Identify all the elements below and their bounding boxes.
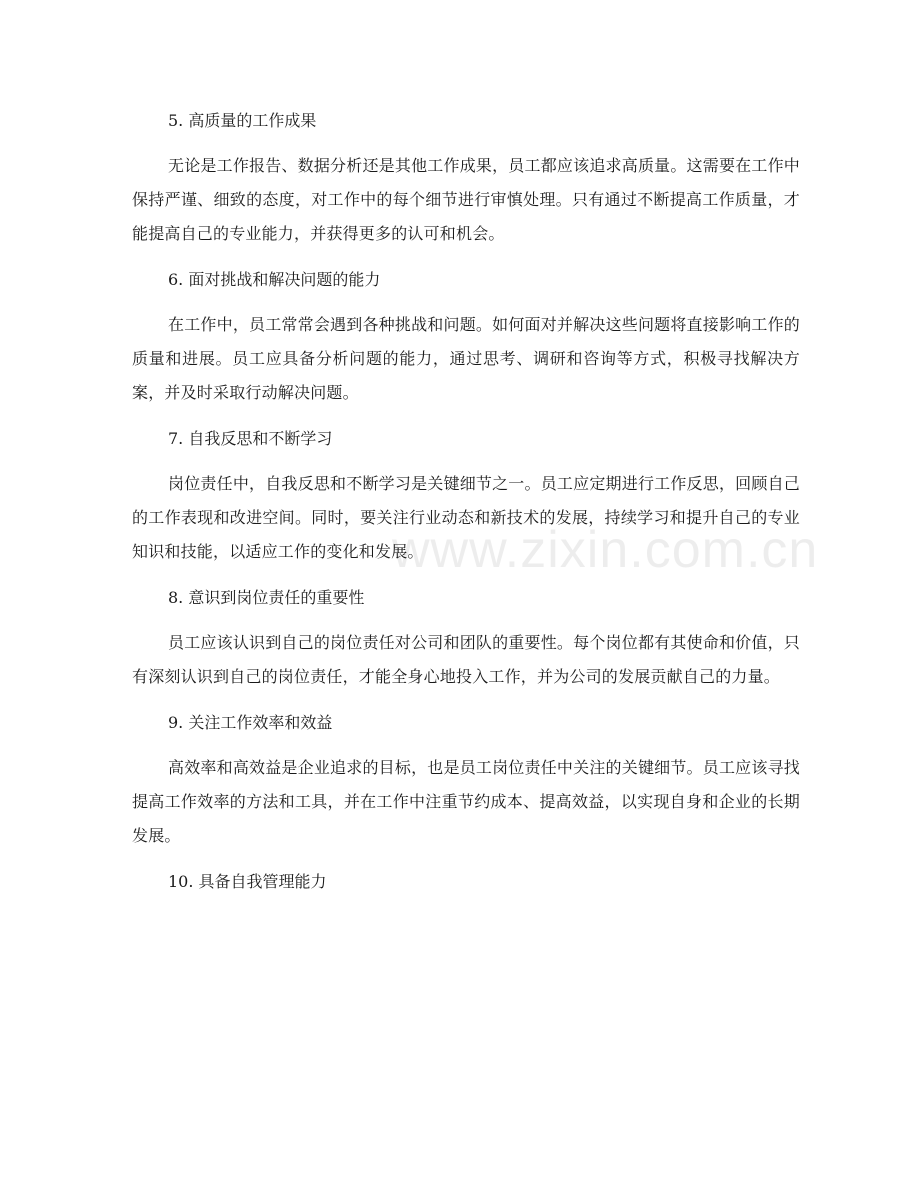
- section-8-body: 员工应该认识到自己的岗位责任对公司和团队的重要性。每个岗位都有其使命和价值，只有深刻认识到自己的岗位责任，才能全身心地投入工作，并为公司的发展贡献自己的力量。: [132, 633, 800, 686]
- section-7-body: 岗位责任中，自我反思和不断学习是关键细节之一。员工应定期进行工作反思，回顾自己的工作表现和改进空间。同时，要关注行业动态和新技术的发展，持续学习和提升自己的专业知识和技能，以适应工作的变化和发展。: [132, 474, 800, 561]
- section-9-heading: 9. 关注工作效率和效益: [168, 713, 333, 732]
- section-10-heading: 10. 具备自我管理能力: [168, 872, 327, 891]
- watermark: www.zixin.com.cn: [392, 521, 819, 579]
- section-6-heading: 6. 面对挑战和解决问题的能力: [168, 270, 381, 289]
- section-9-body: 高效率和高效益是企业追求的目标，也是员工岗位责任中关注的关键细节。员工应该寻找提高工作效率的方法和工具，并在工作中注重节约成本、提高效益，以实现自身和企业的长期发展。: [132, 758, 800, 845]
- section-8-heading: 8. 意识到岗位责任的重要性: [168, 588, 365, 607]
- document-content: [132, 104, 800, 910]
- section-7-heading: 7. 自我反思和不断学习: [168, 429, 333, 448]
- section-5-heading: 5. 高质量的工作成果: [168, 111, 317, 130]
- section-6-body: 在工作中，员工常常会遇到各种挑战和问题。如何面对并解决这些问题将直接影响工作的质量和进展。员工应具备分析问题的能力，通过思考、调研和咨询等方式，积极寻找解决方案，并及时采取行动解决问题。: [132, 315, 800, 402]
- section-5-body: 无论是工作报告、数据分析还是其他工作成果，员工都应该追求高质量。这需要在工作中保持严谨、细致的态度，对工作中的每个细节进行审慎处理。只有通过不断提高工作质量，才能提高自己的专业能力，并获得更多的认可和机会。: [132, 156, 800, 243]
